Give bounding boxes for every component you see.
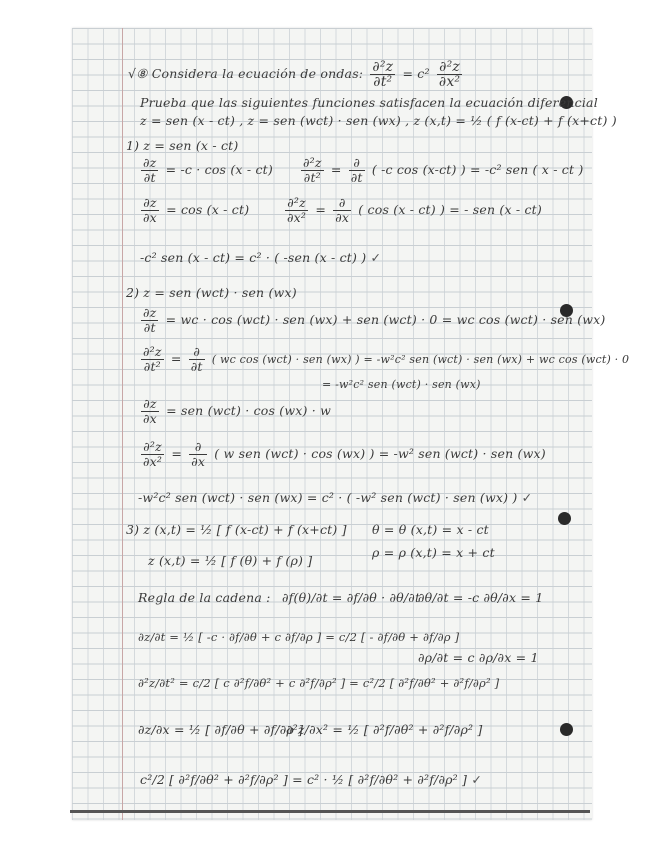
check-mark: ✓ [471, 772, 483, 787]
part1-dz-dx: $\frac{\partial z}{\partial x}$ = cos (x - ct) [143, 195, 250, 225]
prueba-line: Prueba que las siguientes funciones satisfacen la ecuación diferencial [140, 95, 598, 110]
part3-d2z-dt2: ∂²z/∂t² = c/2 [ c ∂²f/∂θ² + c ∂²f/∂ρ² ] = c²/2 [ ∂²f/∂θ² + ∂²f/∂ρ² ] [138, 676, 500, 690]
part1-title: 1) z = sen (x - ct) [126, 138, 239, 153]
rho-derivs: ∂ρ/∂t = c ∂ρ/∂x = 1 [418, 650, 539, 665]
functions-line: z = sen (x - ct) , z = sen (wct) · sen (wx) , z (x,t) = ½ ( f (x-ct) + f (x+ct) ) [140, 113, 617, 128]
binder-hole-4 [560, 723, 573, 736]
page-bottom-edge [70, 810, 590, 813]
part1-result: -c² sen (x - ct) = c² · ( -sen (x - ct) ) ✓ [140, 250, 382, 265]
part3-result: c²/2 [ ∂²f/∂θ² + ∂²f/∂ρ² ] = c² · ½ [ ∂²f/∂θ² + ∂²f/∂ρ² ] ✓ [140, 772, 483, 787]
wave-eq-rhs: $\frac{\text{∂²z}}{\text{∂x²}}$ [438, 59, 461, 90]
part3-z-def: z (x,t) = ½ [ f (θ) + f (ρ) ] [148, 553, 313, 568]
exercise-intro: Considera la ecuación de ondas: [151, 66, 364, 81]
exercise-header [128, 60, 465, 89]
part2-d2z-dt2-cont: = -w²c² sen (wct) · sen (wx) [322, 378, 481, 391]
part2-title: 2) z = sen (wct) · sen (wx) [126, 285, 297, 300]
exercise-marker: √⑧ [128, 66, 148, 81]
theta-derivs: ∂θ/∂t = -c ∂θ/∂x = 1 [418, 590, 544, 605]
part1-dz-dt: $\frac{\partial z}{\partial t}$ = -c · cos (x - ct) [143, 155, 273, 185]
chain-rule-label: Regla de la cadena : [138, 590, 271, 605]
part3-dz-dt: ∂z/∂t = ½ [ -c · ∂f/∂θ + c ∂f/∂ρ ] = c/2 [ - ∂f/∂θ + ∂f/∂ρ ] [138, 630, 460, 644]
part2-result: -w²c² sen (wct) · sen (wx) = c² · ( -w² sen (wct) · sen (wx) ) ✓ [138, 490, 533, 505]
wave-eq-lhs: $\frac{\text{∂²z}}{\text{∂t²}}$ [372, 59, 394, 90]
binder-hole-3 [558, 512, 571, 525]
margin-line [122, 28, 123, 820]
part3-dz-dx: ∂z/∂x = ½ [ ∂f/∂θ + ∂f/∂ρ ] [138, 722, 304, 737]
part3-d2z-dx2: ∂²z/∂x² = ½ [ ∂²f/∂θ² + ∂²f/∂ρ² ] [286, 722, 483, 737]
part3-theta-def: θ = θ (x,t) = x - ct [372, 522, 489, 537]
check-mark: ✓ [521, 490, 533, 505]
check-mark: ✓ [370, 250, 382, 265]
part2-d2z-dt2: $\frac{\text{∂²z}}{\text{∂t²}}$ = $\frac{\partial}{\partial t}$ ( wc cos (wct) · sen (wx) ) = -w²c² sen (wct) · sen (wx) + wc cos (wct) · 0 [143, 344, 630, 374]
part2-dz-dt: $\frac{\partial z}{\partial t}$ = wc · cos (wct) · sen (wx) + sen (wct) · 0 = wc cos (wct) · sen (wx) [143, 305, 606, 335]
part2-d2z-dx2: $\frac{\text{∂²z}}{\text{∂x²}}$ = $\frac{\partial}{\partial x}$ ( w sen (wct) · cos (wx) ) = -w² sen (wct) · sen (wx) [143, 439, 546, 469]
part3-title: 3) z (x,t) = ½ [ f (x-ct) + f (x+ct) ] [126, 522, 347, 537]
part2-dz-dx: $\frac{\partial z}{\partial x}$ = sen (wct) · cos (wx) · w [143, 396, 332, 426]
wave-eq-mid: = c² [402, 66, 430, 81]
part1-d2z-dt2: $\frac{\text{∂²z}}{\text{∂t²}}$ = $\frac{\partial}{\partial t}$ ( -c cos (x-ct) ) = -c² sen ( x - ct ) [303, 155, 584, 185]
chain-rule-eq: ∂f(θ)/∂t = ∂f/∂θ · ∂θ/∂t [282, 590, 421, 605]
part1-d2z-dx2: $\frac{\text{∂²z}}{\text{∂x²}}$ = $\frac{\partial}{\partial x}$ ( cos (x - ct) ) = - sen (x - ct) [287, 195, 542, 225]
part3-rho-def: ρ = ρ (x,t) = x + ct [372, 545, 495, 560]
